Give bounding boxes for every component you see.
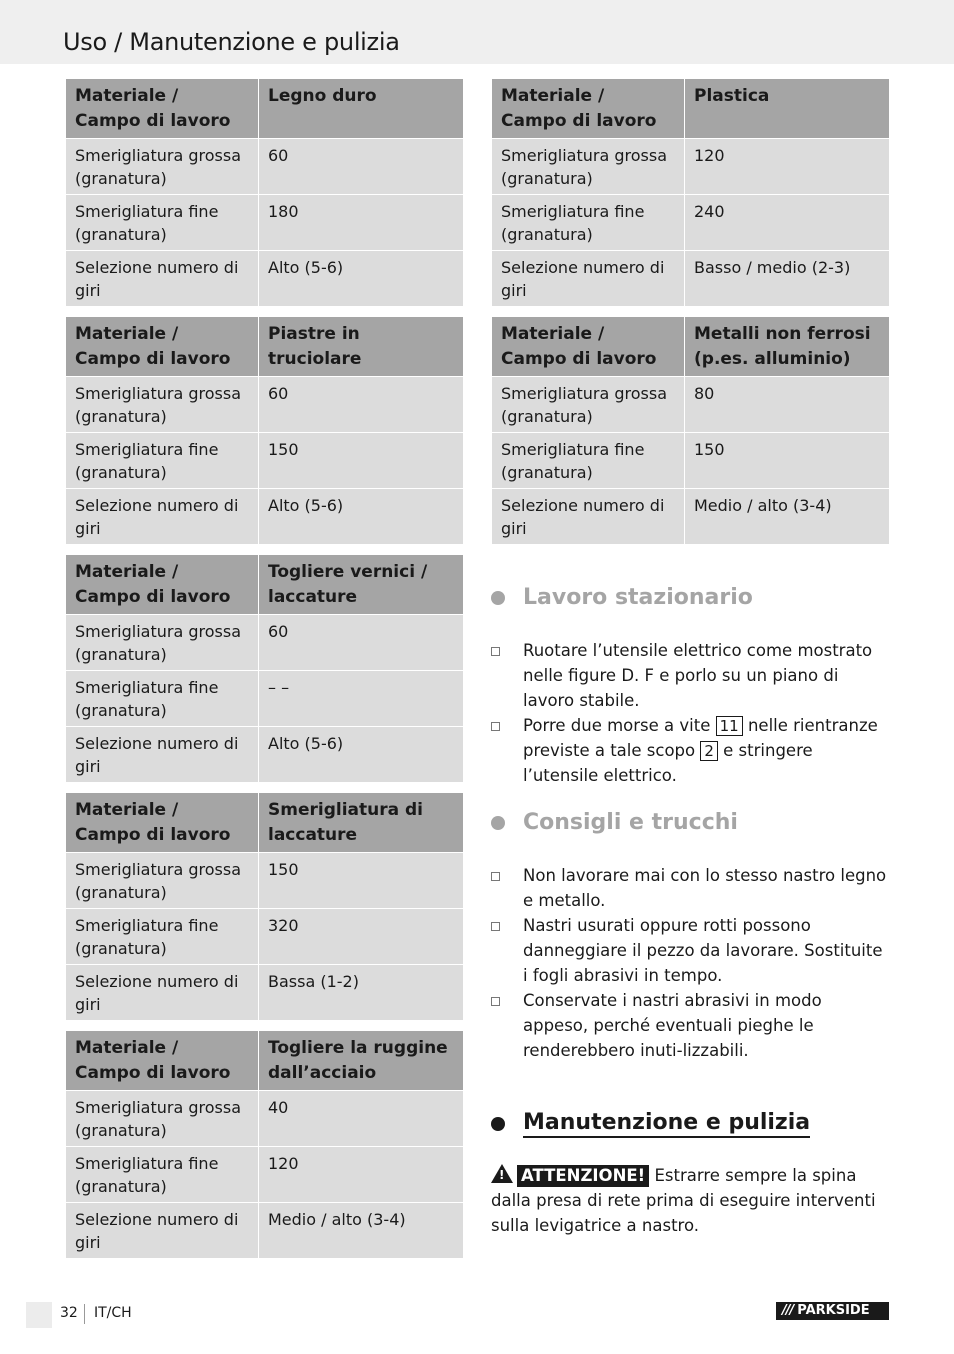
table-row	[66, 965, 464, 1021]
square-bullet-icon	[491, 872, 500, 881]
row-value: 150	[685, 433, 890, 489]
row-value: 60	[259, 377, 464, 433]
row-label: Smerigliatura fine (granatura)	[66, 195, 259, 251]
table-row	[66, 489, 464, 545]
table-header-value: Smerigliatura di laccature	[259, 793, 464, 853]
row-label: Selezione numero di giri	[66, 1203, 259, 1259]
language-code: IT/CH	[94, 1305, 132, 1321]
row-value: Medio / alto (3-4)	[685, 489, 890, 545]
table-header-material: Materiale / Campo di lavoro	[66, 79, 259, 139]
table-header-value: Togliere vernici / laccature	[259, 555, 464, 615]
part-reference: 11	[716, 716, 743, 736]
list-item-text: Nastri usurati oppure rotti possono danneggiare il pezzo da lavorare. Sostituite i fogli abrasivi in tempo.	[523, 916, 883, 985]
table-header-value: Legno duro	[259, 79, 464, 139]
row-label: Selezione numero di giri	[66, 251, 259, 307]
row-label: Smerigliatura fine (granatura)	[66, 1147, 259, 1203]
table-row	[492, 433, 890, 489]
row-value: 40	[259, 1091, 464, 1147]
spec-table-hardwood	[65, 78, 464, 307]
list-item-text: Conservate i nastri abrasivi in modo appeso, perché eventuali pieghe le renderebbero inuti-lizzabili.	[523, 991, 822, 1060]
row-value: 120	[259, 1147, 464, 1203]
table-header-material: Materiale / Campo di lavoro	[492, 317, 685, 377]
row-value: 60	[259, 139, 464, 195]
row-label: Smerigliatura fine (granatura)	[66, 671, 259, 727]
table-row	[66, 1203, 464, 1259]
square-bullet-icon	[491, 922, 500, 931]
brand-name: PARKSIDE	[797, 1303, 870, 1318]
row-value: – –	[259, 671, 464, 727]
spec-table-lacquer-sanding	[65, 792, 464, 1021]
table-row	[66, 615, 464, 671]
row-value: Alto (5-6)	[259, 727, 464, 783]
footer-divider	[84, 1304, 85, 1324]
section-title: Manutenzione e pulizia	[523, 1110, 810, 1138]
spec-table-paint-removal	[65, 554, 464, 783]
row-label: Smerigliatura fine (granatura)	[66, 433, 259, 489]
table-row	[66, 139, 464, 195]
square-bullet-icon	[491, 722, 500, 731]
bullet-icon	[491, 1117, 505, 1131]
row-value: 320	[259, 909, 464, 965]
table-row	[66, 433, 464, 489]
row-value: 180	[259, 195, 464, 251]
page-number: 32	[60, 1305, 78, 1321]
list-item	[491, 638, 891, 713]
row-label: Selezione numero di giri	[492, 251, 685, 307]
table-row	[492, 139, 890, 195]
brand-logo	[776, 1302, 889, 1320]
row-label: Smerigliatura grossa (granatura)	[66, 853, 259, 909]
table-row	[492, 489, 890, 545]
row-value: 60	[259, 615, 464, 671]
table-header-value: Metalli non ferrosi (p.es. alluminio)	[685, 317, 890, 377]
list-item	[491, 913, 891, 988]
table-row	[66, 909, 464, 965]
logo-stripes-icon: ///	[782, 1303, 794, 1318]
table-header-material: Materiale / Campo di lavoro	[492, 79, 685, 139]
table-row	[66, 1147, 464, 1203]
table-row	[66, 853, 464, 909]
section-title: Lavoro stazionario	[523, 585, 753, 610]
table-row	[492, 251, 890, 307]
row-value: Medio / alto (3-4)	[259, 1203, 464, 1259]
spec-table-chipboard	[65, 316, 464, 545]
list-item-text-part: e stringere l’utensile elettrico.	[523, 741, 813, 785]
page-title: Uso / Manutenzione e pulizia	[63, 28, 400, 56]
row-value: 80	[685, 377, 890, 433]
row-label: Smerigliatura grossa (granatura)	[66, 139, 259, 195]
table-row	[66, 727, 464, 783]
table-header-material: Materiale / Campo di lavoro	[66, 1031, 259, 1091]
row-label: Selezione numero di giri	[66, 965, 259, 1021]
table-header-value: Plastica	[685, 79, 890, 139]
warning-badge: ATTENZIONE!	[517, 1165, 649, 1187]
row-label: Smerigliatura grossa (granatura)	[492, 377, 685, 433]
spec-table-nonferrous	[491, 316, 890, 545]
bullet-icon	[491, 816, 505, 830]
row-value: Basso / medio (2-3)	[685, 251, 890, 307]
list-item	[491, 713, 891, 788]
square-bullet-icon	[491, 997, 500, 1006]
row-label: Smerigliatura grossa (granatura)	[492, 139, 685, 195]
row-value: Bassa (1-2)	[259, 965, 464, 1021]
square-bullet-icon	[491, 647, 500, 656]
section-heading-maintenance	[491, 1110, 810, 1138]
table-row	[66, 1091, 464, 1147]
row-label: Smerigliatura fine (granatura)	[492, 433, 685, 489]
section-title: Consigli e trucchi	[523, 810, 738, 835]
row-value: 150	[259, 433, 464, 489]
table-header-material: Materiale / Campo di lavoro	[66, 793, 259, 853]
warning-text: Estrarre sempre la spina dalla presa di rete prima di eseguire interventi sulla levigatrice a nastro.	[491, 1166, 876, 1235]
footer-box	[26, 1302, 52, 1328]
row-label: Smerigliatura grossa (granatura)	[66, 615, 259, 671]
list-item-text-part: Porre due morse a vite	[523, 716, 711, 735]
row-value: 150	[259, 853, 464, 909]
table-row	[66, 251, 464, 307]
tips-list	[491, 863, 891, 1063]
table-header-value: Piastre in truciolare	[259, 317, 464, 377]
stationary-list	[491, 638, 891, 788]
table-row	[492, 195, 890, 251]
row-value: 120	[685, 139, 890, 195]
spec-table-rust-removal	[65, 1030, 464, 1259]
row-label: Selezione numero di giri	[66, 727, 259, 783]
list-item	[491, 988, 891, 1063]
row-label: Smerigliatura grossa (granatura)	[66, 1091, 259, 1147]
row-label: Smerigliatura fine (granatura)	[66, 909, 259, 965]
list-item	[491, 863, 891, 913]
warning-triangle-icon: !	[491, 1164, 513, 1183]
table-row	[66, 377, 464, 433]
table-header-material: Materiale / Campo di lavoro	[66, 555, 259, 615]
row-value: Alto (5-6)	[259, 251, 464, 307]
row-label: Smerigliatura fine (granatura)	[492, 195, 685, 251]
table-header-value: Togliere la ruggine dall’acciaio	[259, 1031, 464, 1091]
list-item-text: Ruotare l’utensile elettrico come mostrato nelle figure D. F e porlo su un piano di lavoro stabile.	[523, 641, 873, 710]
row-label: Selezione numero di giri	[66, 489, 259, 545]
row-value: 240	[685, 195, 890, 251]
table-row	[492, 377, 890, 433]
section-heading-tips	[491, 810, 738, 835]
row-label: Selezione numero di giri	[492, 489, 685, 545]
part-reference: 2	[700, 741, 718, 761]
row-value: Alto (5-6)	[259, 489, 464, 545]
section-heading-stationary	[491, 585, 753, 610]
row-label: Smerigliatura grossa (granatura)	[66, 377, 259, 433]
list-item-text-part: nelle rientranze previste a tale scopo	[523, 716, 878, 760]
list-item-text: Non lavorare mai con lo stesso nastro legno e metallo.	[523, 866, 887, 910]
spec-table-plastic	[491, 78, 890, 307]
table-row	[66, 671, 464, 727]
warning-paragraph	[491, 1163, 891, 1238]
table-header-material: Materiale / Campo di lavoro	[66, 317, 259, 377]
table-row	[66, 195, 464, 251]
bullet-icon	[491, 591, 505, 605]
